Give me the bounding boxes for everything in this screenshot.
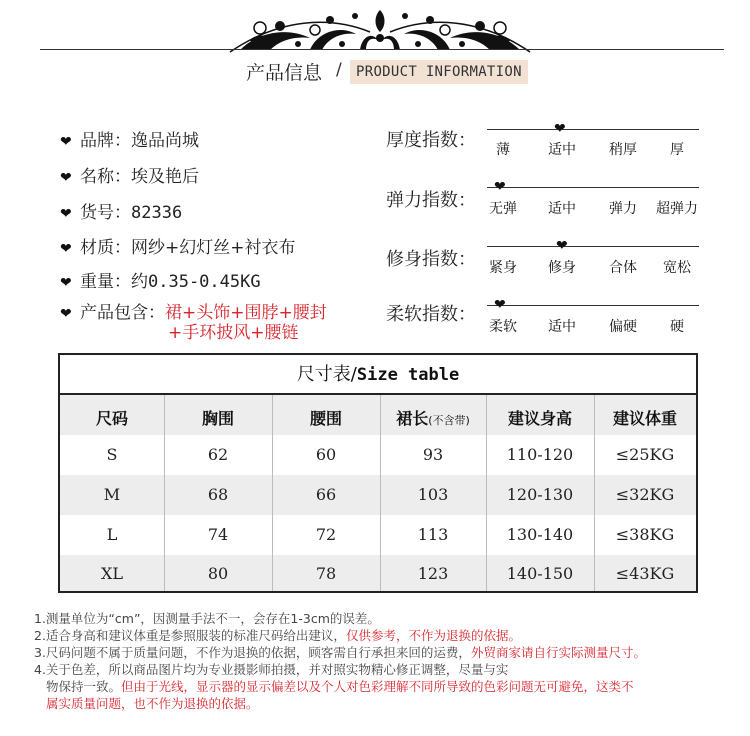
note-4-highlight: 但由于光线，显示器的显示偏差以及个人对色彩理解不同所导致的色彩问题无可避免，这类不: [121, 679, 634, 694]
heart-icon: ❤: [554, 121, 566, 137]
index-tick: 适中: [548, 142, 576, 158]
header-weight: 建议体重: [612, 409, 677, 428]
size-table-title-cn: 尺寸表/: [296, 364, 357, 385]
info-value: 网纱+幻灯丝+衬衣布: [131, 238, 296, 258]
index-tick: 适中: [548, 201, 576, 217]
cell-waist: 60: [315, 445, 337, 464]
cell-weight: ≤43KG: [615, 564, 675, 583]
cell-waist: 72: [315, 525, 337, 544]
info-label: 品牌：: [80, 131, 131, 151]
column-divider: [272, 395, 273, 591]
header-height: 建议身高: [507, 409, 572, 428]
note-2-highlight: 仅供参考，不作为退换的依据。: [345, 628, 521, 643]
cell-waist: 78: [315, 564, 337, 583]
header-divider: [40, 49, 724, 50]
cell-height: 110-120: [506, 445, 574, 464]
cell-waist: 66: [315, 485, 337, 504]
heart-icon: ❤: [60, 206, 72, 222]
cell-height: 130-140: [506, 525, 574, 544]
cell-size: XL: [100, 564, 123, 583]
note-1: 1.测量单位为“cm”，因测量手法不一，会存在1-3cm的误差。: [34, 611, 380, 626]
cell-height: 140-150: [506, 564, 574, 583]
heart-icon: ❤: [60, 170, 72, 186]
index-tick: 修身: [548, 260, 576, 276]
cell-chest: 68: [207, 485, 229, 504]
info-label: 产品包含：: [80, 303, 165, 323]
section-title-en: PRODUCT INFORMATION: [350, 60, 528, 84]
index-scale-line: [487, 305, 699, 306]
cell-chest: 62: [207, 445, 229, 464]
index-tick: 超弹力: [656, 201, 698, 217]
cell-weight: ≤32KG: [615, 485, 675, 504]
index-tick: 无弹: [489, 201, 517, 217]
size-table-title: [60, 355, 696, 395]
cell-height: 120-130: [506, 485, 574, 504]
column-divider: [594, 395, 595, 591]
heart-icon: ❤: [494, 297, 506, 313]
header-length-label: 裙长: [396, 409, 429, 428]
index-label: 柔软指数：: [386, 304, 476, 325]
index-label: 修身指数：: [386, 249, 476, 270]
note-2-text: 2.适合身高和建议体重是参照服装的标准尺码给出建议，: [34, 628, 346, 643]
index-label: 厚度指数：: [386, 130, 476, 151]
index-tick: 稍厚: [609, 142, 637, 158]
cell-weight: ≤25KG: [615, 445, 675, 464]
info-label: 货号：: [80, 203, 131, 223]
index-tick: 柔软: [489, 319, 517, 335]
index-scale-line: [487, 246, 699, 247]
size-table-header: [60, 395, 696, 435]
section-title-slash: /: [336, 60, 342, 80]
index-tick: 薄: [496, 142, 510, 158]
index-tick: 偏硬: [609, 319, 637, 335]
heart-icon: ❤: [494, 179, 506, 195]
note-3-highlight: 外贸商家请自行实际测量尺寸。: [470, 645, 646, 660]
info-label: 重量：: [80, 272, 131, 292]
cell-length: 113: [417, 525, 449, 544]
header-length-note: (不含带): [428, 414, 470, 427]
note-3-text: 3.尺码问题不属于质量问题，不作为退换的依据，顾客需自行承担来回的运费，: [34, 645, 471, 660]
info-value: 82336: [131, 203, 183, 223]
cell-weight: ≤38KG: [615, 525, 675, 544]
column-divider: [164, 395, 165, 591]
section-title-cn: 产品信息: [246, 62, 323, 84]
note-3: [34, 644, 734, 661]
info-material: [60, 233, 296, 258]
header-chest: 胸围: [201, 409, 234, 428]
heart-icon: ❤: [556, 238, 568, 254]
heart-icon: ❤: [60, 306, 72, 322]
info-value: 约0.35-0.45KG: [131, 272, 261, 292]
column-divider: [380, 395, 381, 591]
info-value-line1: 裙+头饰+围脖+腰封: [165, 303, 327, 323]
info-label: 名称：: [80, 167, 131, 187]
decorative-ornament: [220, 6, 540, 54]
info-name: [60, 162, 199, 187]
info-value: 埃及艳后: [131, 167, 199, 187]
cell-chest: 74: [207, 525, 229, 544]
index-tick: 宽松: [663, 260, 691, 276]
heart-icon: ❤: [60, 275, 72, 291]
table-row: [60, 515, 696, 555]
cell-length: 123: [417, 564, 449, 583]
info-brand: [60, 126, 199, 151]
index-tick: 紧身: [489, 260, 517, 276]
table-row: [60, 555, 696, 591]
cell-length: 103: [417, 485, 449, 504]
index-scale-line: [487, 187, 699, 188]
column-divider: [486, 395, 487, 591]
info-value-line2: +手环披风+腰链: [168, 323, 299, 343]
index-tick: 硬: [670, 319, 684, 335]
cell-chest: 80: [207, 564, 229, 583]
cell-size: S: [106, 445, 118, 464]
header-waist: 腰围: [309, 409, 342, 428]
cell-length: 93: [422, 445, 444, 464]
size-table-title-en: Size table: [356, 365, 460, 385]
heart-icon: ❤: [60, 134, 72, 150]
index-tick: 合体: [609, 260, 637, 276]
cell-size: L: [106, 525, 118, 544]
note-2: [34, 627, 734, 644]
header-size: 尺码: [95, 409, 128, 428]
index-tick: 厚: [670, 142, 684, 158]
index-tick: 弹力: [609, 201, 637, 217]
info-item-number: [60, 198, 182, 223]
info-weight: [60, 267, 261, 292]
size-table: [58, 353, 698, 593]
index-tick: 适中: [548, 319, 576, 335]
cell-size: M: [103, 485, 121, 504]
header-length: [380, 406, 486, 429]
table-row: [60, 475, 696, 515]
note-4: 4.关于色差，所以商品图片均为专业摄影师拍摄，并对照实物精心修正调整，尽量与实: [34, 662, 509, 677]
table-row: [60, 435, 696, 475]
index-scale-line: [487, 129, 699, 130]
index-label: 弹力指数：: [386, 190, 476, 211]
note-4-text: 物保持一致。: [46, 679, 122, 694]
notes: [34, 610, 734, 712]
heart-icon: ❤: [60, 241, 72, 257]
note-4-cont: [34, 678, 734, 695]
info-value: 逸品尚城: [131, 131, 199, 151]
note-4-end: 属实质量问题，也不作为退换的依据。: [46, 696, 259, 711]
info-label: 材质：: [80, 238, 131, 258]
